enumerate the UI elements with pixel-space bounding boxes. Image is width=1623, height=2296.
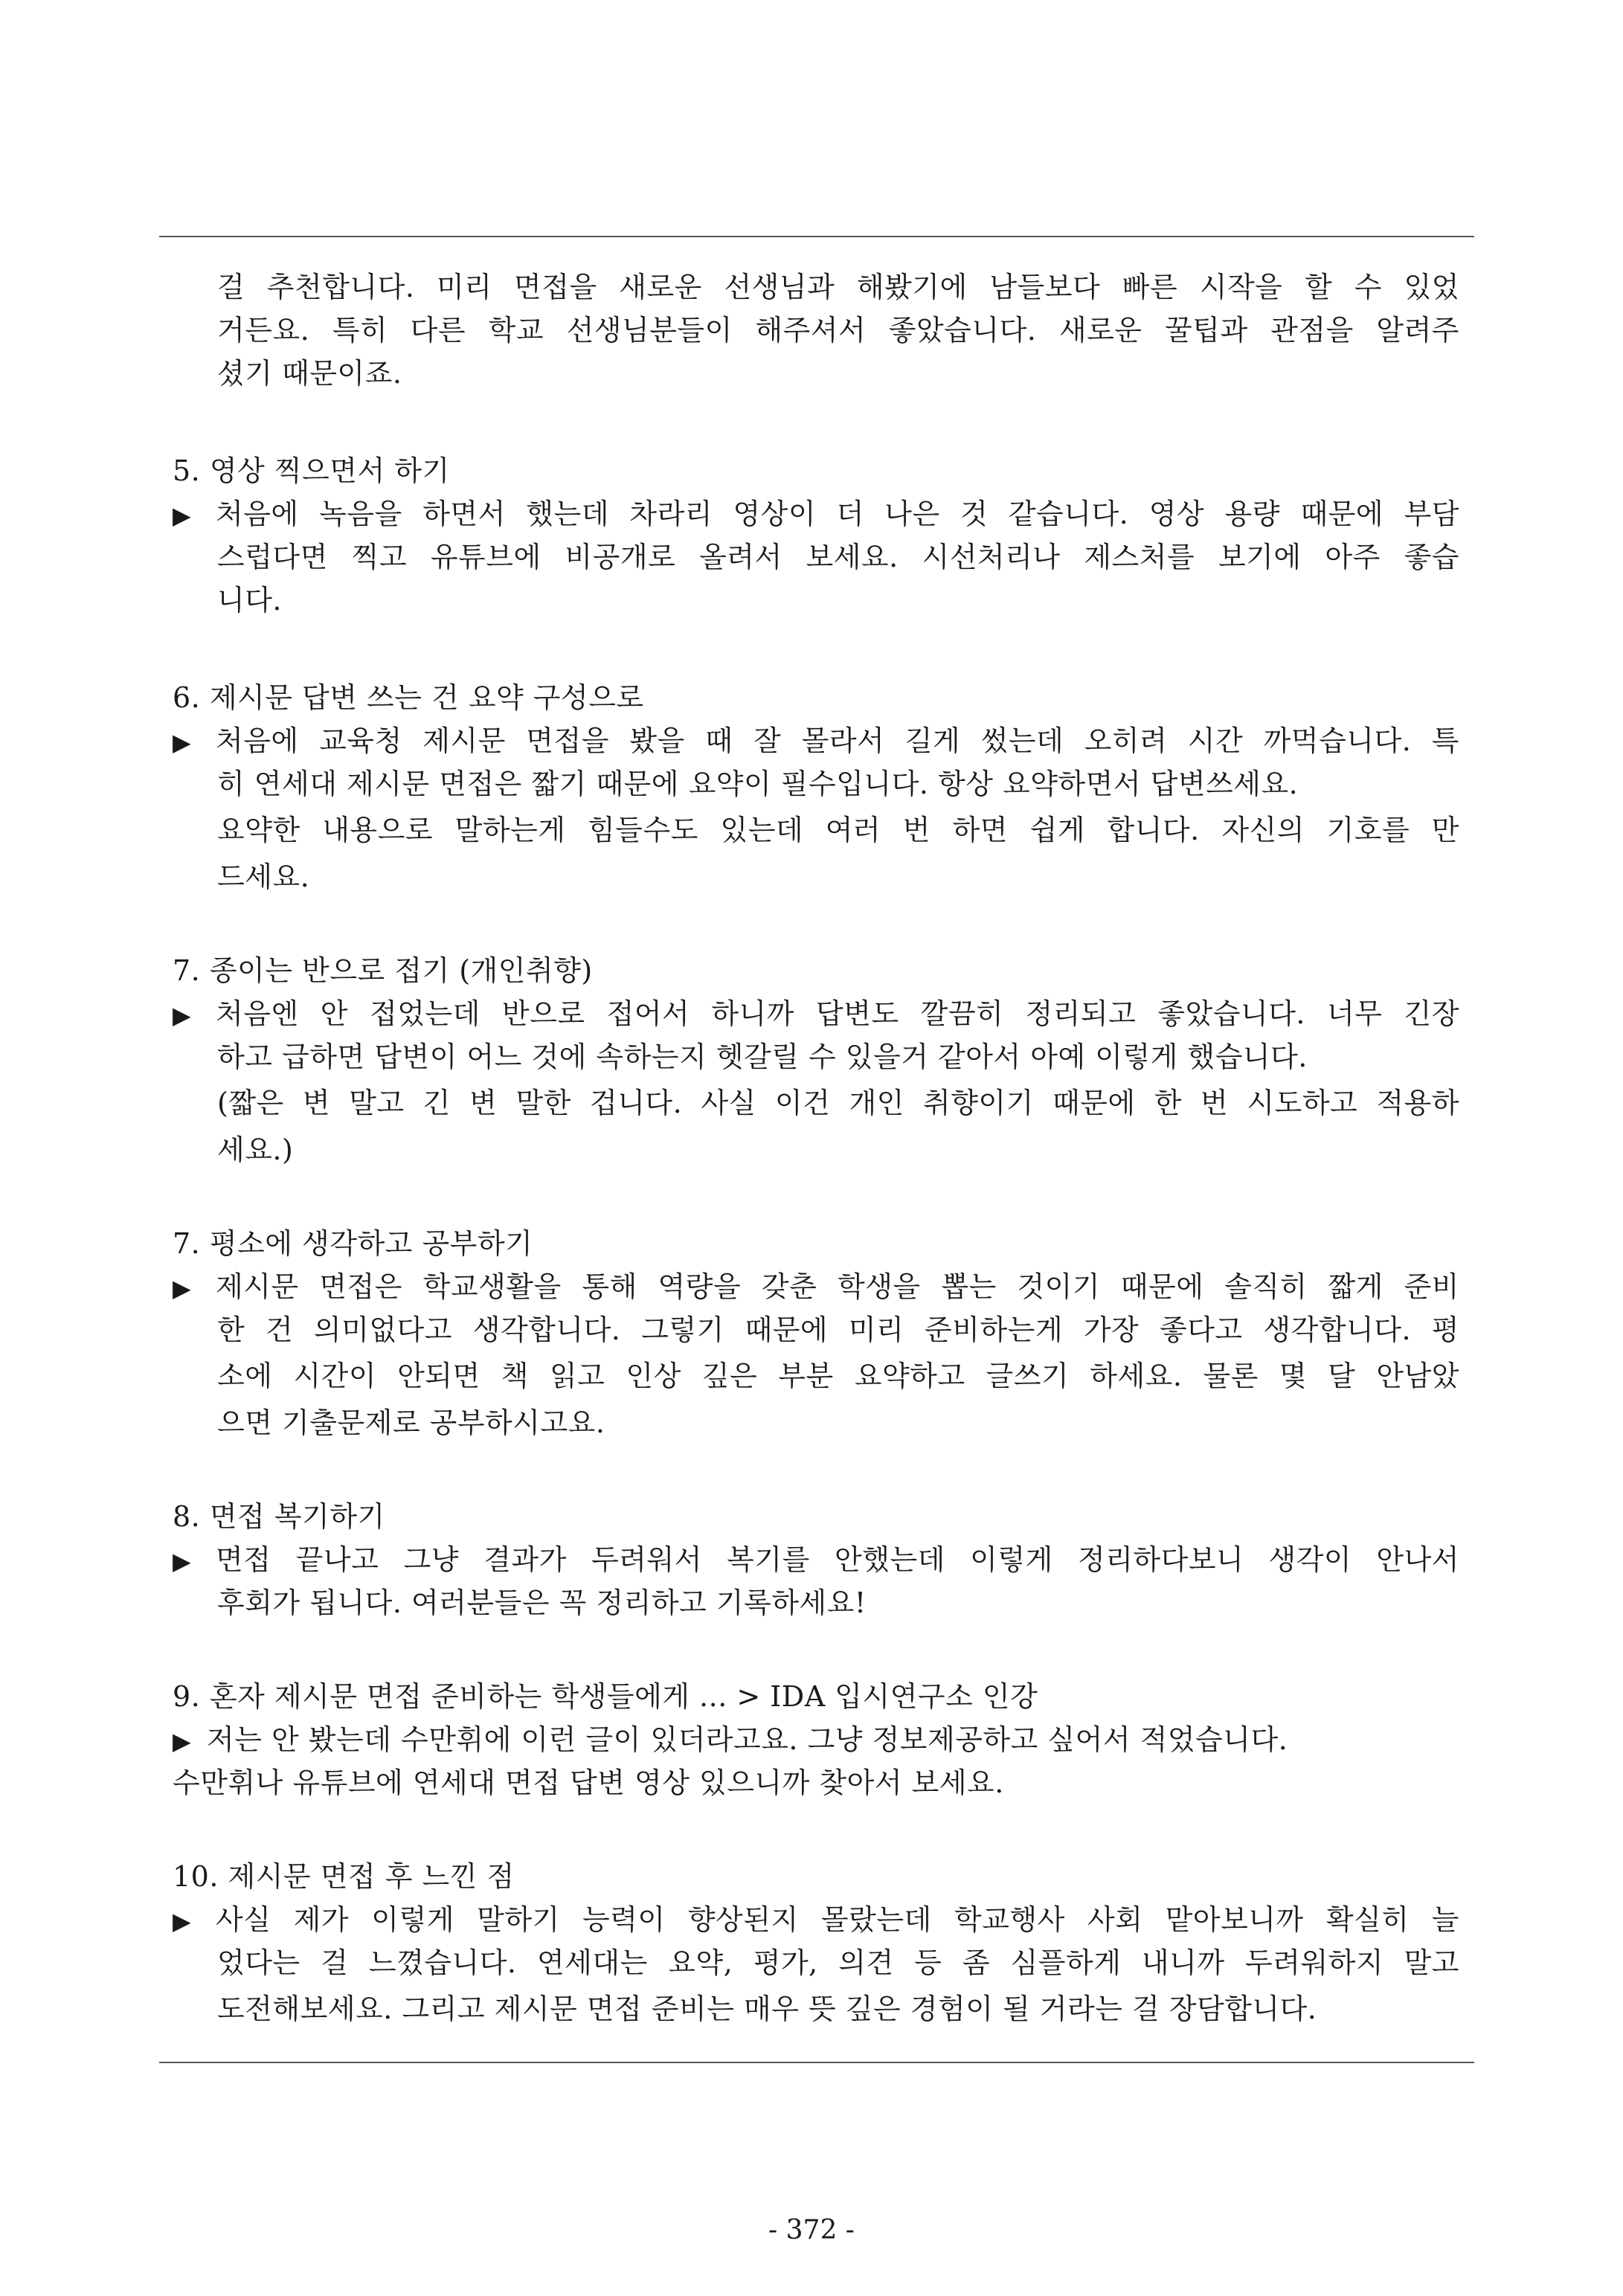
paragraph-line: 소에 시간이 안되면 책 읽고 인상 깊은 부분 요약하고 글쓰기 하세요. 물론 몇 달 안남았 — [217, 1360, 1459, 1392]
bullet-icon: ▶ — [173, 501, 192, 530]
paragraph-text: 처음에 녹음을 하면서 했는데 차라리 영상이 더 나은 것 같습니다. 영상 용량 때문에 부담 — [216, 498, 1459, 530]
paragraph-line: 니다. — [217, 584, 282, 617]
paragraph-text: 면접 끝나고 그냥 결과가 두려워서 복기를 안했는데 이렇게 정리하다보니 생각이 안나서 — [216, 1543, 1459, 1576]
bullet-icon: ▶ — [173, 1727, 192, 1755]
paragraph-line: 후회가 됩니다. 여러분들은 꼭 정리하고 기록하세요! — [217, 1586, 867, 1619]
paragraph-text: 처음에 교육청 제시문 면접을 봤을 때 잘 몰라서 길게 썼는데 오히려 시간 까먹습니다. 특 — [216, 724, 1459, 757]
section-heading: 9. 혼자 제시문 면접 준비하는 학생들에게 ... > IDA 입시연구소 인강 — [173, 1680, 1038, 1713]
bullet-line — [173, 1270, 1459, 1305]
paragraph-line: 하고 급하면 답변이 어느 것에 속하는지 헷갈릴 수 있을거 같아서 아예 이렇게 했습니다. — [217, 1041, 1308, 1073]
paragraph-text: 제시문 면접은 학교생활을 통해 역량을 갖춘 학생을 뽑는 것이기 때문에 솔직히 짧게 준비 — [216, 1270, 1459, 1303]
section-heading: 8. 면접 복기하기 — [173, 1500, 385, 1533]
paragraph-text: 저는 안 봤는데 수만휘에 이런 글이 있더라고요. 그냥 정보제공하고 싶어서 적었습니다. — [207, 1723, 1288, 1756]
paragraph-line: 스럽다면 찍고 유튜브에 비공개로 올려서 보세요. 시선처리나 제스처를 보기에 아주 좋습 — [217, 541, 1459, 573]
section-heading: 7. 평소에 생각하고 공부하기 — [173, 1227, 533, 1260]
section-heading: 7. 종이는 반으로 접기 (개인취향) — [173, 954, 593, 987]
paragraph-line: 히 연세대 제시문 면접은 짧기 때문에 요약이 필수입니다. 항상 요약하면서 답변쓰세요. — [217, 768, 1299, 800]
top-rule — [159, 236, 1474, 237]
bullet-icon: ▶ — [173, 1547, 192, 1575]
bullet-icon: ▶ — [173, 728, 192, 756]
paragraph-line: 한 건 의미없다고 생각합니다. 그렇기 때문에 미리 준비하는게 가장 좋다고 생각합니다. 평 — [217, 1313, 1459, 1346]
section-heading: 5. 영상 찍으면서 하기 — [173, 454, 450, 487]
bullet-icon: ▶ — [173, 1274, 192, 1302]
section-heading: 10. 제시문 면접 후 느낀 점 — [173, 1860, 515, 1893]
paragraph-line: 도전해보세요. 그리고 제시문 면접 준비는 매우 뜻 깊은 경험이 될 거라는 걸 장담합니다. — [217, 1993, 1317, 2025]
bottom-rule — [159, 2062, 1474, 2063]
bullet-line — [173, 997, 1459, 1032]
bullet-icon: ▶ — [173, 1001, 192, 1029]
intro-line: 거든요. 특히 다른 학교 선생님분들이 해주셔서 좋았습니다. 새로운 꿀팁과 관점을 알려주 — [217, 314, 1459, 347]
paragraph-line: (짧은 변 말고 긴 변 말한 겁니다. 사실 이건 개인 취향이기 때문에 한 번 시도하고 적용하 — [217, 1087, 1459, 1119]
paragraph-line: 드세요. — [217, 861, 310, 893]
paragraph-text: 사실 제가 이렇게 말하기 능력이 향상된지 몰랐는데 학교행사 사회 맡아보니까 확실히 늘 — [216, 1903, 1459, 1936]
intro-line: 걸 추천합니다. 미리 면접을 새로운 선생님과 해봤기에 남들보다 빠른 시작을 할 수 있었 — [217, 271, 1459, 303]
bullet-line — [173, 1723, 1459, 1758]
bullet-icon: ▶ — [173, 1907, 192, 1935]
bullet-line — [173, 724, 1459, 759]
bullet-line — [173, 497, 1459, 533]
paragraph-line: 으면 기출문제로 공부하시고요. — [217, 1406, 605, 1439]
bullet-line — [173, 1543, 1459, 1578]
bullet-line — [173, 1903, 1459, 1938]
intro-line: 셨기 때문이죠. — [217, 357, 402, 390]
page-number: - 372 - — [768, 2215, 855, 2245]
paragraph-line: 수만휘나 유튜브에 연세대 면접 답변 영상 있으니까 찾아서 보세요. — [173, 1766, 1004, 1799]
section-heading: 6. 제시문 답변 쓰는 건 요약 구성으로 — [173, 681, 644, 714]
paragraph-line: 었다는 걸 느꼈습니다. 연세대는 요약, 평가, 의견 등 좀 심플하게 내니까 두려워하지 말고 — [217, 1946, 1459, 1979]
paragraph-line: 세요.) — [217, 1133, 294, 1166]
paragraph-line: 요약한 내용으로 말하는게 힘들수도 있는데 여러 번 하면 쉽게 합니다. 자신의 기호를 만 — [217, 814, 1459, 846]
paragraph-text: 처음엔 안 접었는데 반으로 접어서 하니까 답변도 깔끔히 정리되고 좋았습니다. 너무 긴장 — [216, 997, 1459, 1030]
